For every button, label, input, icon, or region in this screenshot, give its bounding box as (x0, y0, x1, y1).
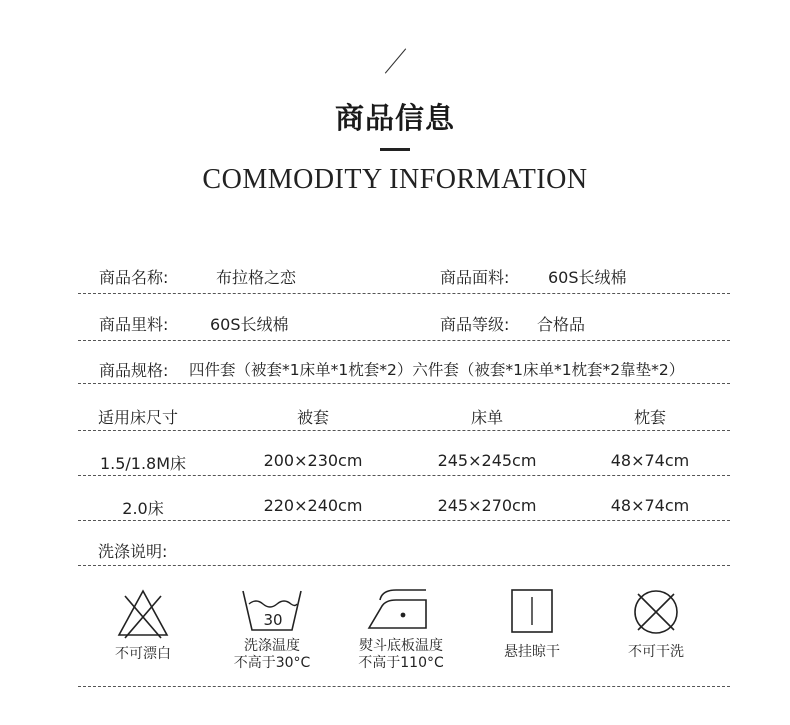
lining-label: 商品里料: (99, 315, 169, 334)
fabric-label: 商品面料: (440, 268, 510, 287)
care-item-wash-temperature (212, 588, 332, 672)
care-item-iron (341, 588, 461, 672)
size-cell-bed: 2.0床 (122, 499, 164, 518)
table-row (78, 442, 730, 476)
title-underline (380, 148, 410, 151)
size-header-sheet: 床单 (470, 408, 503, 427)
size-cell-pillowcase: 48×74cm (610, 451, 690, 470)
info-row-spec (78, 350, 730, 384)
grade-label: 商品等级: (440, 315, 510, 334)
size-cell-duvet: 220×240cm (263, 496, 363, 515)
wash-temperature-icon (239, 588, 305, 634)
wash-temperature-label: 洗涤温度 (244, 638, 300, 654)
care-item-hang-dry (472, 588, 592, 661)
washing-label: 洗涤说明: (98, 542, 168, 561)
hang-dry-label: 悬挂晾干 (504, 644, 560, 660)
care-item-no-bleach (83, 588, 203, 663)
size-cell-duvet: 200×230cm (263, 451, 363, 470)
spec-value: 四件套（被套*1床单*1枕套*2）六件套（被套*1床单*1枕套*2靠垫*2） (189, 361, 685, 379)
size-table-header (78, 397, 730, 431)
lining-value: 60S长绒棉 (210, 315, 289, 334)
iron-label: 熨斗底板温度 (359, 638, 443, 654)
hang-dry-icon (510, 588, 554, 634)
size-header-pillowcase: 枕套 (633, 408, 666, 427)
grade-value: 合格品 (537, 315, 586, 334)
page-title: 商品信息 (334, 101, 455, 135)
iron-icon (366, 588, 436, 632)
size-header-duvet: 被套 (296, 408, 329, 427)
size-header-bed: 适用床尺寸 (98, 408, 179, 427)
no-dry-clean-icon (632, 588, 680, 636)
wash-temperature-number: 30 (263, 611, 283, 629)
care-item-no-dry-clean (596, 588, 716, 661)
size-cell-bed: 1.5/1.8M床 (99, 454, 187, 473)
decorative-slash (385, 48, 406, 73)
bottom-divider (78, 686, 730, 687)
size-cell-sheet: 245×245cm (437, 451, 537, 470)
care-icons (78, 588, 730, 684)
name-label: 商品名称: (99, 268, 169, 287)
info-row-lining-grade (78, 303, 730, 341)
name-value: 布拉格之恋 (216, 268, 297, 287)
page-subtitle: COMMODITY INFORMATION (202, 164, 588, 195)
no-dry-clean-label: 不可干洗 (628, 644, 684, 660)
fabric-value: 60S长绒棉 (548, 268, 627, 287)
no-bleach-label: 不可漂白 (115, 646, 171, 662)
spec-label: 商品规格: (99, 361, 169, 380)
washing-instructions-row (78, 533, 730, 566)
no-bleach-icon (116, 588, 170, 640)
wash-temperature-limit: 不高于30°C (233, 655, 311, 671)
size-cell-pillowcase: 48×74cm (610, 496, 690, 515)
table-row (78, 487, 730, 521)
size-cell-sheet: 245×270cm (437, 496, 537, 515)
iron-limit: 不高于110°C (358, 655, 444, 671)
info-row-name-fabric (78, 258, 730, 294)
